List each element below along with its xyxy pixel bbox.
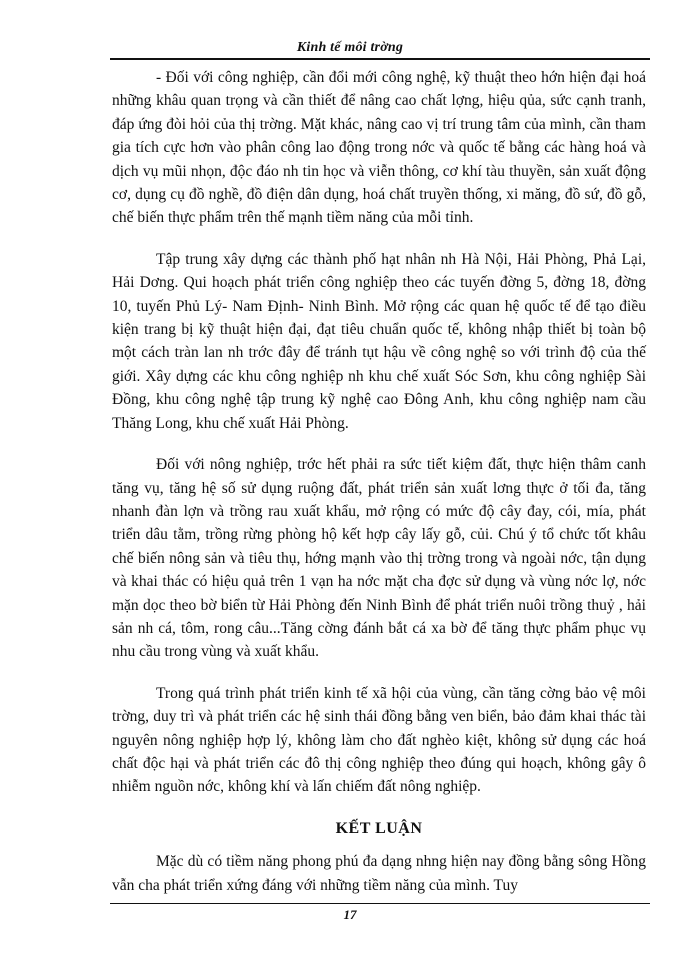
paragraph-conclusion: Mặc dù có tiềm năng phong phú đa dạng nhng hiện nay đồng bằng sông Hồng vẫn cha phát triển xứng đáng với những tiềm năng của mình. Tuy (112, 853, 646, 894)
running-header: Kinh tế môi trờng (296, 40, 404, 55)
page-number: 17 (343, 907, 357, 922)
page-body (112, 66, 646, 897)
header-rule (110, 58, 650, 60)
footer-rule (110, 903, 650, 904)
section-heading: KẾT LUẬN (335, 819, 423, 837)
paragraph-cities: Tập trung xây dựng các thành phố hạt nhân nh Hà Nội, Hải Phòng, Phả Lại, Hải Dơng. Qui hoạch phát triển công nghiệp theo các tuyến đờng 5, đờng 18, đờng 10, tuyến Phủ Lý- Nam Định- Ninh Bình. Mở rộng các quan hệ quốc tế để tạo điều kiện trang bị kỹ thuật hiện đại, đạt tiêu chuẩn quốc tế, không nhập thiết bị toàn bộ một cách tràn lan nh trớc đây để tránh tụt hậu về công nghệ so với trình độ của thế giới. Xây dựng các khu công nghiệp nh khu chế xuất Sóc Sơn, khu công nghiệp Sài Đồng, khu công nghệ tập trung kỹ nghệ cao Đông Anh, khu công nghiệp nam cầu Thăng Long, khu chế xuất Hải Phòng. (112, 250, 646, 432)
paragraph-agriculture: Đối với nông nghiệp, trớc hết phải ra sức tiết kiệm đất, thực hiện thâm canh tăng vụ, tăng hệ số sử dụng ruộng đất, phát triển sản xuất lơng thực ở tối đa, tăng nhanh đàn lợn và trồng rau xuất khẩu, mở rộng có mức độ cây đay, cói, mía, phát triển dâu tằm, trồng rừng phòng hộ kết hợp cây lấy gỗ, củi. Chú ý tổ chức tốt khâu chế biến nông sản và tiêu thụ, hớng mạnh vào thị trờng trong và ngoài nớc, tận dụng và khai thác có hiệu quả trên 1 vạn ha nớc mặt cha đợc sử dụng và vùng nớc lợ, nớc mặn dọc theo bờ biển từ Hải Phòng đến Ninh Bình để phát triển nuôi trồng thuỷ , hải sản nh cá, tôm, rong câu...Tăng cờng đánh bắt cá xa bờ để tăng thực phẩm phục vụ nhu cầu trong vùng và xuất khẩu. (112, 456, 646, 661)
paragraph-industry: - Đối với công nghiệp, cần đổi mới công nghệ, kỹ thuật theo hớn hiện đại hoá những khâu quan trọng và cần thiết để nâng cao chất lợng, hiệu qủa, sức cạnh tranh, đáp ứng đòi hỏi của thị trờng. Mặt khác, nâng cao vị trí trung tâm của mình, cần tham gia tích cực hơn vào phân công lao động trong nớc và quốc tế bằng các hàng hoá và dịch vụ mũi nhọn, độc đáo nh tin học và viễn thông, cơ khí tàu thuyền, sản xuất động cơ, dụng cụ đồ nghề, đồ điện dân dụng, hoá chất truyền thống, xi măng, đồ sứ, đồ gỗ, chế biến thực phẩm trên thế mạnh tiềm năng của mỗi tỉnh. (112, 69, 646, 227)
paragraph-environment: Trong quá trình phát triển kinh tế xã hội của vùng, cần tăng cờng bảo vệ môi trờng, duy trì và phát triển các hệ sinh thái đồng bằng ven biển, bảo đảm khai thác tài nguyên nông nghiệp hợp lý, không làm cho đất nghèo kiệt, không sử dụng các hoá chất độc hại và phát triển các đô thị công nghiệp theo đúng qui hoạch, không gây ô nhiễm nguồn nớc, không khí và lấn chiếm đất nông nghiệp. (112, 684, 646, 796)
